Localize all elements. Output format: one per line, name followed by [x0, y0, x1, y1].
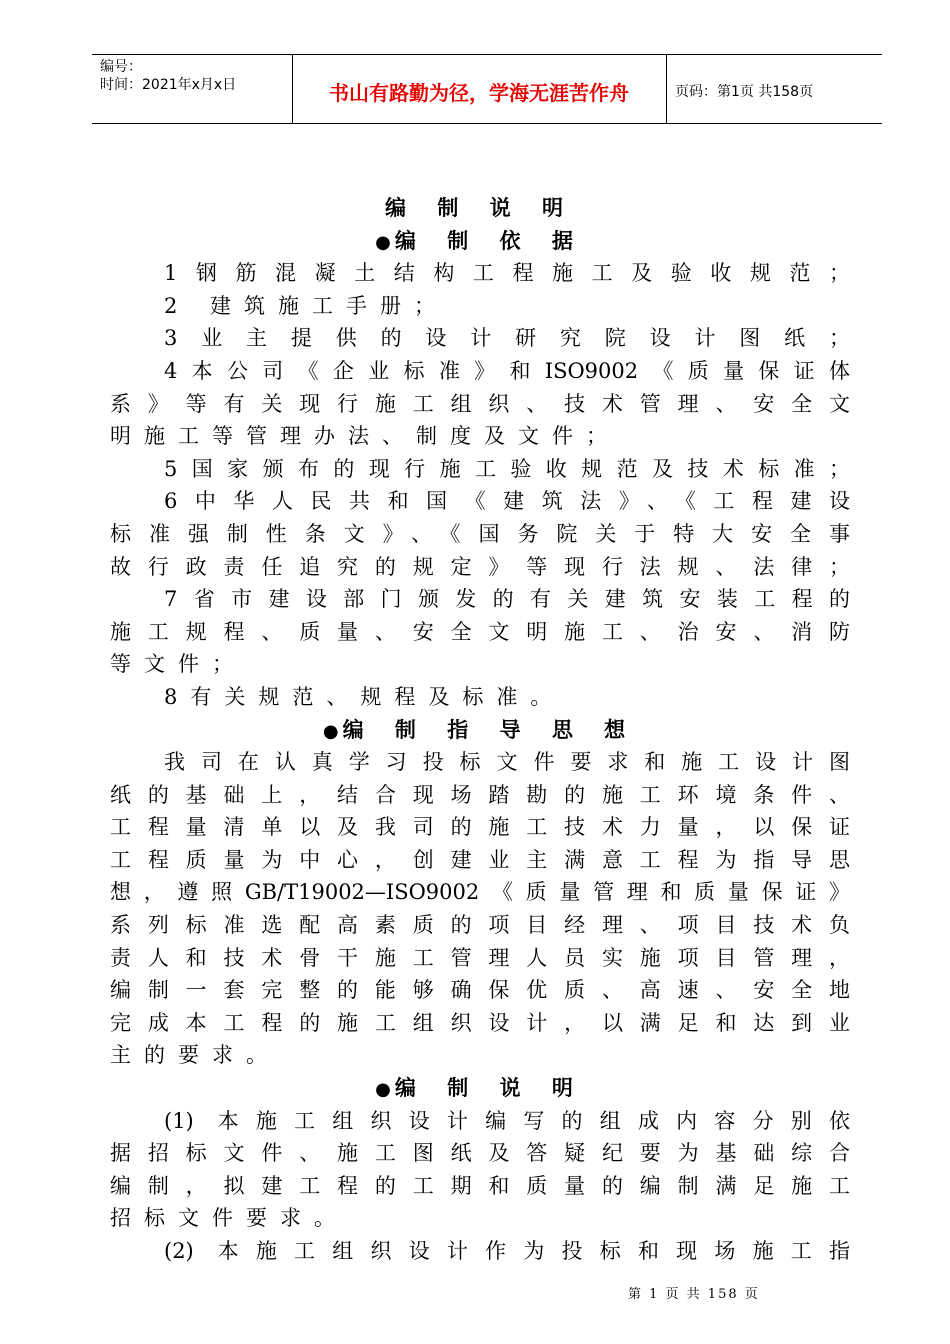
paragraph-line: 我司在认真学习投标文件要求和施工设计图 [164, 750, 850, 775]
paragraph-line: 4本公司《企业标准》和ISO9002《质量保证体 [164, 358, 850, 383]
section-heading-text: 编 制 指 导 思 想 [342, 717, 638, 742]
header-middle-cell [292, 55, 667, 123]
serial-label: 编号： [100, 59, 142, 75]
paragraph-line: 7省市建设部门颁发的有关建筑安装工程的 [164, 587, 850, 612]
paragraph-line: 8有关规范、规程及标准。 [164, 684, 565, 709]
paragraph-line: 想，遵照GB/T19002—ISO9002《质量管理和质量保证》 [110, 880, 850, 905]
paragraph-line: 责人和技术骨干施工管理人员实施项目管理， [110, 945, 850, 970]
paragraph-line: 故行政责任追究的规定》等现行法规、法律； [110, 554, 850, 579]
document-body [110, 192, 850, 1268]
header-motto: 书山有路勤为径，学海无涯苦作舟 [329, 81, 629, 105]
time-label: 时间：2021年x月x日 [100, 77, 237, 93]
paragraph-line: 5国家颁布的现行施工验收规范及技术标准； [164, 456, 850, 481]
page-footer: 第 1 页 共 158 页 [628, 1287, 760, 1302]
paragraph-line: 系列标准选配高素质的项目经理、项目技术负 [110, 913, 850, 938]
section-heading-text: 编 制 说 明 [394, 1076, 585, 1101]
section-heading-text: 编 制 依 据 [394, 228, 585, 253]
bullet-icon: ● [375, 1079, 391, 1101]
header-left-cell [92, 55, 293, 123]
paragraph-line: 等文件； [110, 652, 246, 677]
document-title: 编 制 说 明 [385, 196, 575, 220]
paragraph-line: (1) 本施工组织设计编写的组成内容分别依 [164, 1108, 850, 1133]
paragraph-line: 标准强制性条文》、《国务院关于特大安全事 [110, 521, 850, 546]
bullet-icon: ● [322, 720, 339, 742]
paragraph-line: 2 建筑施工手册； [164, 293, 449, 318]
section-heading-basis [110, 225, 850, 258]
page-header [92, 54, 882, 124]
paragraph-line: 编制一套完整的能够确保优质、高速、安全地 [110, 978, 850, 1003]
paragraph-line: 明施工等管理办法、制度及文件； [110, 424, 620, 449]
paragraph-line: 系》等有关现行施工组织、技术管理、安全文 [110, 391, 850, 416]
paragraph-line: 招标文件要求。 [110, 1206, 348, 1231]
paragraph-line: 6中华人民共和国《建筑法》、《工程建设 [164, 489, 850, 514]
section-heading-notes [110, 1072, 850, 1105]
paragraph-line: 完成本工程的施工组织设计，以满足和达到业 [110, 1010, 850, 1035]
paragraph-line: 据招标文件、施工图纸及答疑纪要为基础综合 [110, 1141, 850, 1166]
bullet-icon: ● [375, 231, 391, 253]
header-right-cell [667, 55, 882, 123]
paragraph-line: 工程量清单以及我司的施工技术力量，以保证 [110, 815, 850, 840]
paragraph-line: (2) 本施工组织设计作为投标和现场施工指 [164, 1239, 850, 1263]
section-heading-guiding-idea [110, 714, 850, 747]
paragraph-line: 工程质量为中心，创建业主满意工程为指导思 [110, 847, 850, 872]
paragraph-line: 纸的基础上，结合现场踏勘的施工环境条件、 [110, 782, 850, 807]
paragraph-line: 编制，拟建工程的工期和质量的编制满足施工 [110, 1173, 850, 1198]
header-page-info: 页码：第1页 共158页 [675, 84, 814, 100]
paragraph-line: 主的要求。 [110, 1043, 280, 1068]
paragraph-line: 施工规程、质量、安全文明施工、治安、消防 [110, 619, 850, 644]
paragraph-line: 1钢筋混凝土结构工程施工及验收规范； [164, 261, 850, 286]
paragraph-line: 3业主提供的设计研究院设计图纸； [164, 326, 850, 351]
